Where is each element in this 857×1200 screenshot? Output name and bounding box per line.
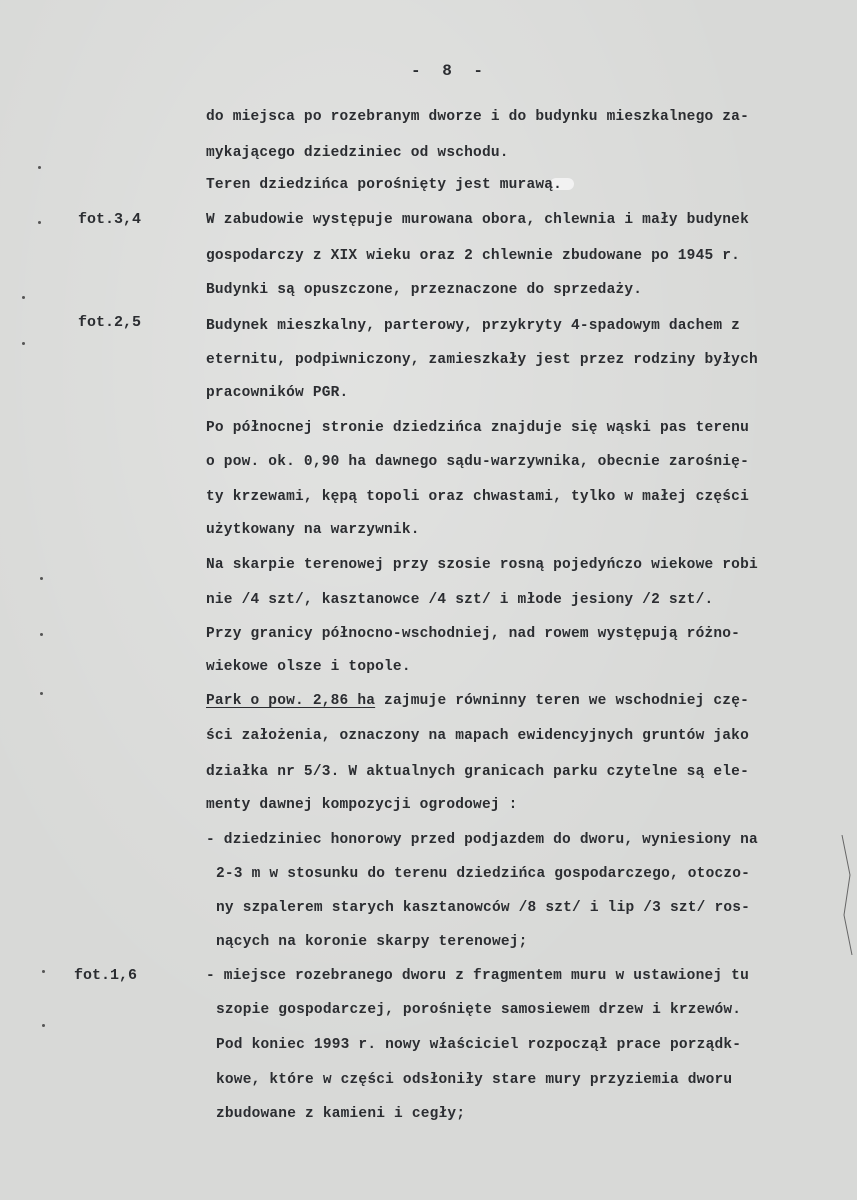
text-line: pracowników PGR. bbox=[206, 385, 349, 401]
text-line: o pow. ok. 0,90 ha dawnego sądu-warzywnika, obecnie zarośnię- bbox=[206, 454, 749, 470]
pencil-mark bbox=[840, 835, 857, 955]
text-line: eternitu, podpiwniczony, zamieszkały jest przez rodziny byłych bbox=[206, 352, 758, 368]
text-line: do miejsca po rozebranym dworze i do budynku mieszkalnego za- bbox=[206, 109, 749, 125]
text-line: Budynek mieszkalny, parterowy, przykryty 4-spadowym dachem z bbox=[206, 318, 741, 334]
text-line: menty dawnej kompozycji ogrodowej : bbox=[206, 797, 518, 813]
text-line: W zabudowie występuje murowana obora, chlewnia i mały budynek bbox=[206, 212, 749, 228]
list-item-line: nących na koronie skarpy terenowej; bbox=[216, 934, 528, 950]
photo-caption: fot.3,4 bbox=[78, 211, 142, 228]
margin-dot bbox=[40, 633, 43, 636]
text-line: wiekowe olsze i topole. bbox=[206, 659, 411, 675]
park-heading: Park o pow. 2,86 ha bbox=[206, 693, 376, 709]
text-line: mykającego dziedziniec od wschodu. bbox=[206, 145, 509, 161]
photo-caption: fot.2,5 bbox=[78, 314, 142, 331]
text-line: działka nr 5/3. W aktualnych granicach parku czytelne są ele- bbox=[206, 764, 749, 780]
margin-dot bbox=[40, 692, 43, 695]
page-number: - 8 - bbox=[410, 62, 489, 80]
text-line bbox=[206, 691, 749, 711]
list-item-line: ny szpalerem starych kasztanowców /8 szt/ i lip /3 szt/ ros- bbox=[216, 900, 751, 916]
text-line: Teren dziedzińca porośnięty jest murawą. bbox=[206, 177, 563, 193]
text-line: Po północnej stronie dziedzińca znajduje się wąski pas terenu bbox=[206, 420, 749, 436]
margin-dot bbox=[38, 166, 41, 169]
text-line: Na skarpie terenowej przy szosie rosną pojedyńczo wiekowe robi bbox=[206, 557, 758, 573]
text-line: użytkowany na warzywnik. bbox=[206, 522, 420, 538]
list-item-line: zbudowane z kamieni i cegły; bbox=[216, 1106, 466, 1122]
margin-dot bbox=[42, 970, 45, 973]
list-item-line: 2-3 m w stosunku do terenu dziedzińca gospodarczego, otoczo- bbox=[216, 866, 751, 882]
list-item-line: - miejsce rozebranego dworu z fragmentem muru w ustawionej tu bbox=[206, 968, 749, 984]
margin-dot bbox=[42, 1024, 45, 1027]
text-line: ści założenia, oznaczony na mapach ewidencyjnych gruntów jako bbox=[206, 728, 749, 744]
text-fragment: zajmuje równinny teren we wschodniej czę- bbox=[375, 693, 749, 709]
text-line: Przy granicy północno-wschodniej, nad rowem występują różno- bbox=[206, 626, 741, 642]
text-line: gospodarczy z XIX wieku oraz 2 chlewnie zbudowane po 1945 r. bbox=[206, 248, 741, 264]
list-item-line: Pod koniec 1993 r. nowy właściciel rozpoczął prace porządk- bbox=[216, 1037, 742, 1053]
margin-dot bbox=[38, 221, 41, 224]
list-item-line: szopie gospodarczej, porośnięte samosiewem drzew i krzewów. bbox=[216, 1002, 742, 1018]
text-line: nie /4 szt/, kasztanowce /4 szt/ i młode jesiony /2 szt/. bbox=[206, 592, 714, 608]
margin-dot bbox=[22, 342, 25, 345]
list-item-line: kowe, które w części odsłoniły stare mury przyziemia dworu bbox=[216, 1072, 733, 1088]
photo-caption: fot.1,6 bbox=[74, 967, 138, 984]
list-item-line: - dziedziniec honorowy przed podjazdem do dworu, wyniesiony na bbox=[206, 832, 758, 848]
text-line: Budynki są opuszczone, przeznaczone do sprzedaży. bbox=[206, 282, 643, 298]
text-line: ty krzewami, kępą topoli oraz chwastami, tylko w małej części bbox=[206, 489, 749, 505]
margin-dot bbox=[22, 296, 25, 299]
margin-dot bbox=[40, 577, 43, 580]
